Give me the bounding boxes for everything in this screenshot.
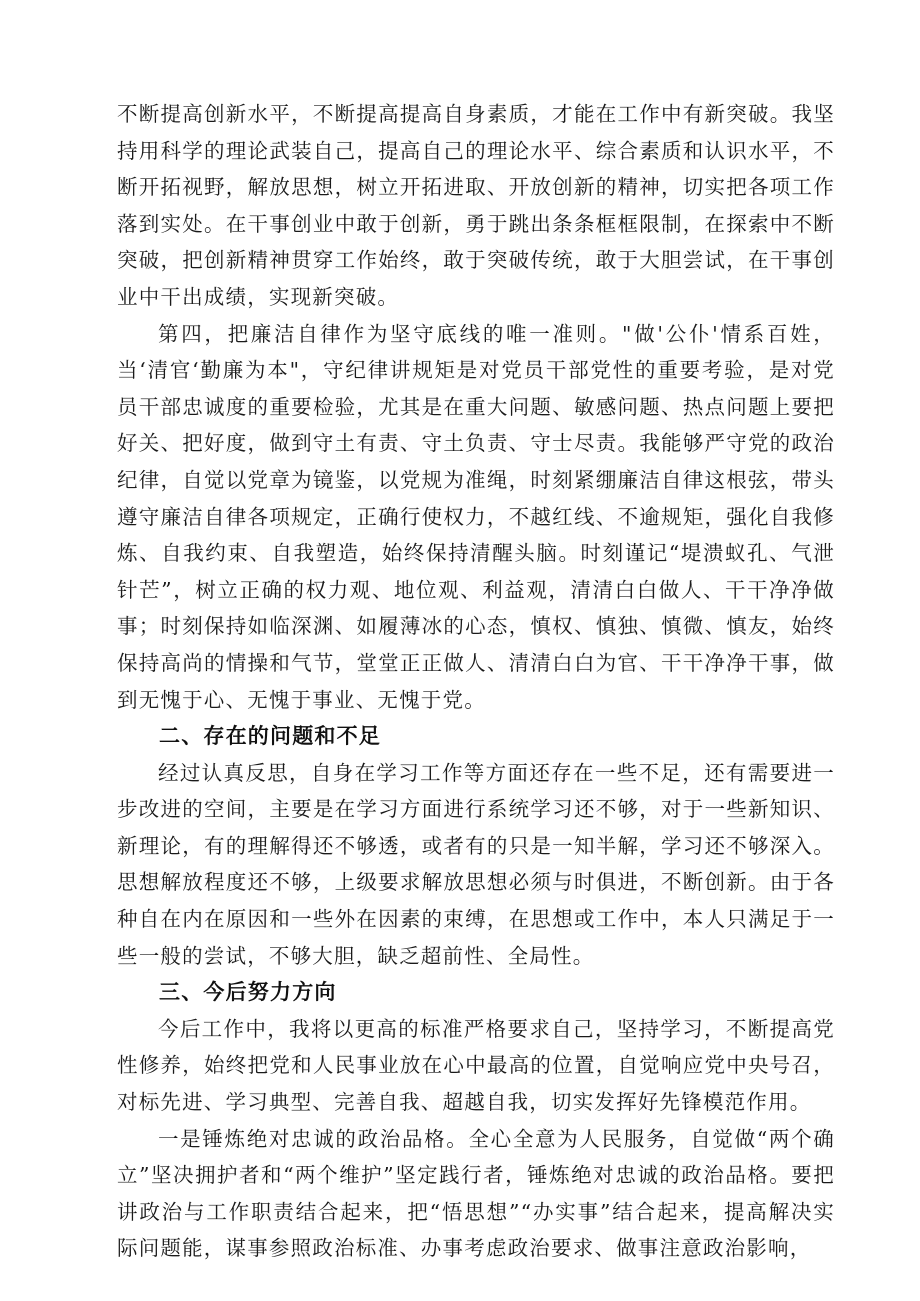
paragraph-innovation: 不断提高创新水平，不断提高提高自身素质，才能在工作中有新突破。我坚持用科学的理论武装自己，提高自己的理论水平、综合素质和认识水平，不断开拓视野，解放思想，树立开拓进取、开放创新的精神，切实把各项工作落到实处。在干事创业中敢于创新，勇于跳出条条框框限制，在探索中不断突破，把创新精神贯穿工作始终，敢于突破传统，敢于大胆尝试，在干事创业中干出成绩，实现新突破。 bbox=[117, 102, 835, 309]
paragraph-problems: 经过认真反思，自身在学习工作等方面还存在一些不足，还有需要进一步改进的空间，主要是在学习方面进行系统学习还不够，对于一些新知识、新理论，有的理解得还不够透，或者有的只是一知半解，学习还不够深入。思想解放程度还不够，上级要求解放思想必须与时俱进，不断创新。由于各种自在内在原因和一些外在因素的束缚，在思想或工作中，本人只满足于一些一般的尝试，不够大胆，缺乏超前性、全局性。 bbox=[117, 760, 835, 968]
paragraph-integrity: 第四，把廉洁自律作为坚守底线的唯一准则。"做'公仆'情系百姓，当‘清官‘勤廉为本"，守纪律讲规矩是对党员干部党性的重要考验，是对党员干部忠诚度的重要检验，尤其是在重大问题、敏感问题、热点问题上要把好关、把好度，做到守土有责、守土负责、守士尽责。我能够严守党的政治纪律，自觉以党章为镜鉴，以党规为准绳，时刻紧绷廉洁自律这根弦，带头遵守廉洁自律各项规定，正确行使权力，不越红线、不逾规矩，强化自我修炼、自我约束、自我塑造，始终保持清醒头脑。时刻谨记“堤溃蚁孔、气泄针芒”，树立正确的权力观、地位观、利益观，清清白白做人、干干净净做事；时刻保持如临深渊、如履薄冰的心态，慎权、慎独、慎微、慎友，始终保持高尚的情操和气节，堂堂正正做人、清清白白为官、干干净净干事，做到无愧于心、无愧于事业、无愧于党。 bbox=[117, 321, 835, 712]
document-body bbox=[117, 96, 835, 1267]
paragraph-loyalty: 一是锤炼绝对忠诚的政治品格。全心全意为人民服务，自觉做“两个确立”坚决拥护者和“两个维护”坚定践行者，锤炼绝对忠诚的政治品格。要把讲政治与工作职责结合起来，把“悟思想”“办实事”结合起来，提高解决实际问题能，谋事参照政治标准、办事考虑政治要求、做事注意政治影响， bbox=[117, 1126, 835, 1261]
section-heading-direction: 三、今后努力方向 bbox=[159, 980, 337, 1005]
paragraph-direction: 今后工作中，我将以更高的标准严格要求自己，坚持学习，不断提高党性修养，始终把党和人民事业放在心中最高的位置，自觉响应党中央号召，对标先进、学习典型、完善自我、超越自我，切实发挥好先锋模范作用。 bbox=[117, 1016, 835, 1115]
section-heading-problems: 二、存在的问题和不足 bbox=[159, 724, 381, 749]
